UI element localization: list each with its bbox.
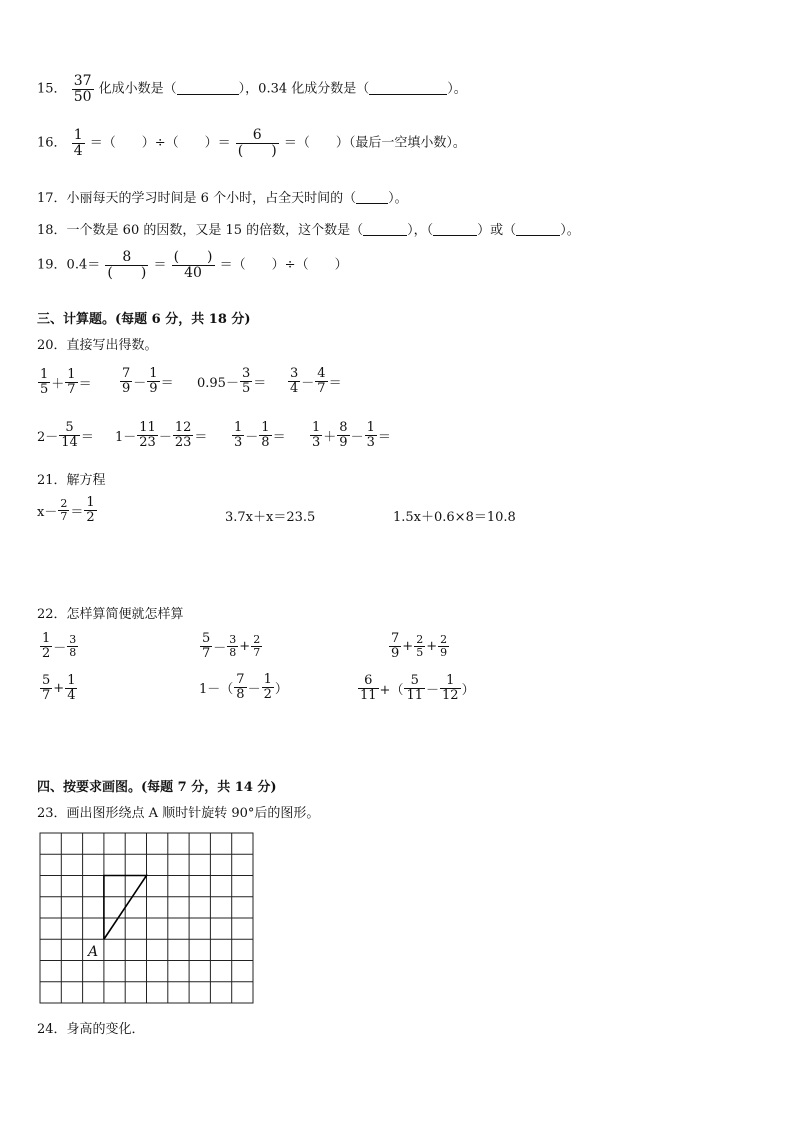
operator: － <box>247 681 261 697</box>
fraction: $\frac{6}{11}$ <box>360 673 377 703</box>
operator: + <box>239 638 251 654</box>
point-a-label: A <box>88 944 99 960</box>
expression-prefix: 2－ <box>37 429 59 445</box>
operator: + <box>402 638 414 654</box>
equals-sign: ＝ <box>70 504 84 520</box>
q20-item <box>37 368 115 396</box>
answer-blank[interactable] <box>177 82 239 95</box>
fraction: $\frac{3}{8}$ <box>69 633 77 659</box>
q16-text-1: ＝（ ）÷（ ）＝ <box>89 135 231 151</box>
q23-title: 23．画出图形绕点 A 顺时针旋转 90°后的图形。 <box>37 806 320 821</box>
fraction: $\frac{1}{4}$ <box>67 673 76 703</box>
fraction: $\frac{8}{9}$ <box>339 420 348 450</box>
operator: － <box>53 640 67 656</box>
q22-expression-c <box>388 631 450 660</box>
section-4-heading: 四、按要求画图。(每题 7 分，共 14 分) <box>37 780 277 795</box>
q21-equation-2: 3.7x＋x＝23.5 <box>225 510 316 525</box>
fraction: $\frac{2}{7}$ <box>60 497 68 523</box>
operator: － <box>350 429 364 445</box>
expression-prefix: x－ <box>37 504 58 520</box>
q20-item <box>37 421 94 449</box>
fraction: $\frac{3}{5}$ <box>241 366 251 396</box>
q20-item <box>197 367 266 395</box>
q22-expression-a <box>39 631 79 660</box>
q20-title: 20．直接写出得数。 <box>37 338 158 353</box>
section-3-heading: 三、计算题。(每题 6 分，共 18 分) <box>37 312 251 327</box>
question-15 <box>37 74 467 104</box>
fraction: $\frac{5}{14}$ <box>61 420 78 450</box>
grid-svg <box>39 832 257 1006</box>
equals-sign: ＝ <box>272 429 286 445</box>
q17-text: 17．小丽每天的学习时间是 6 个小时，占全天时间的（ <box>37 191 357 206</box>
q17-end: ）。 <box>388 191 408 206</box>
fraction: $\frac{1}{7}$ <box>67 367 76 397</box>
q20-row-2 <box>37 420 391 450</box>
question-18 <box>37 219 580 238</box>
q18-mid-2: ）或（ <box>477 223 517 238</box>
q15-text-3: ）。 <box>447 81 467 97</box>
q20-item <box>309 421 391 449</box>
grid-lines <box>40 833 253 1003</box>
operator: － <box>426 682 440 698</box>
q19-end: ＝（ ）÷（ ） <box>219 257 348 273</box>
fraction: $\frac{2}{9}$ <box>440 633 448 659</box>
grid-figure <box>39 832 257 1010</box>
equals-sign: ＝ <box>328 375 342 391</box>
q21-equation-1 <box>37 496 98 524</box>
answer-blank[interactable] <box>369 82 447 95</box>
q20-item <box>287 367 342 395</box>
question-number: 19．0.4＝ <box>37 257 101 273</box>
equals-sign: ＝ <box>194 429 208 445</box>
fraction: $\frac{4}{7}$ <box>317 366 326 396</box>
fraction: $\frac{12}{23}$ <box>174 420 192 450</box>
question-16 <box>37 128 466 158</box>
answer-blank[interactable] <box>363 223 407 236</box>
question-number: 15． <box>37 81 67 97</box>
q20-item <box>119 367 174 395</box>
operator: － <box>158 429 172 445</box>
operator: ＋ <box>323 429 337 445</box>
fraction: $\frac{1}{5}$ <box>40 367 49 397</box>
q15-text-2: ），0.34 化成分数是（ <box>238 81 370 97</box>
fraction: $\frac{1}{3}$ <box>312 420 321 450</box>
equals-sign: ＝ <box>253 375 267 391</box>
fraction: $\frac{1}{3}$ <box>234 420 243 450</box>
q20-item <box>115 421 207 449</box>
fraction-1-4: $\frac{1}{4}$ <box>73 127 83 159</box>
expression-prefix: 1－（ <box>199 681 234 697</box>
q20-item <box>231 421 286 449</box>
expression-prefix: 1－ <box>115 429 137 445</box>
fraction-blank-40: $\frac{( )}{40}$ <box>173 249 213 281</box>
q21-title: 21．解方程 <box>37 473 106 488</box>
q22-expression-d <box>39 673 78 702</box>
q20-row-1 <box>37 366 342 397</box>
fraction: $\frac{5}{7}$ <box>202 631 211 661</box>
fraction: $\frac{3}{8}$ <box>229 633 237 659</box>
q18-text: 18．一个数是 60 的因数，又是 15 的倍数，这个数是（ <box>37 223 364 238</box>
answer-blank[interactable] <box>356 191 388 204</box>
fraction: $\frac{1}{9}$ <box>149 366 158 396</box>
equals-sign: ＝ <box>160 375 174 391</box>
question-17 <box>37 187 408 206</box>
fraction: $\frac{1}{2}$ <box>263 672 272 702</box>
q22-expression-f <box>357 673 475 702</box>
operator: － <box>245 429 259 445</box>
question-number: 16． <box>37 135 67 151</box>
fraction: $\frac{5}{7}$ <box>42 673 51 703</box>
q22-expression-e <box>199 673 288 701</box>
answer-blank[interactable] <box>433 223 477 236</box>
operator: － <box>301 375 315 391</box>
expression-suffix: ） <box>274 681 288 697</box>
fraction: $\frac{11}{23}$ <box>139 420 156 450</box>
question-19 <box>37 250 348 280</box>
operator: ＋ <box>51 376 65 392</box>
fraction: $\frac{1}{2}$ <box>42 631 51 661</box>
fraction-8-blank: $\frac{8}{( )}$ <box>107 249 147 281</box>
expression-suffix: ） <box>461 682 475 698</box>
fraction: $\frac{3}{4}$ <box>290 366 299 396</box>
operator: + <box>426 638 438 654</box>
operator: － <box>133 375 147 391</box>
fraction: $\frac{1}{12}$ <box>442 673 459 703</box>
operator: +（ <box>379 682 404 698</box>
operator: － <box>213 640 227 656</box>
q21-equation-3: 1.5x＋0.6×8＝10.8 <box>393 510 516 525</box>
q24-title: 24．身高的变化． <box>37 1022 145 1037</box>
q22-expression-b <box>199 631 263 660</box>
q18-mid-1: ），（ <box>407 223 434 238</box>
equals-sign: ＝ <box>80 429 94 445</box>
fraction: $\frac{2}{5}$ <box>416 633 424 659</box>
equals-sign: ＝ <box>377 429 391 445</box>
q16-text-2: ＝（ ）（最后一空填小数）。 <box>283 135 466 151</box>
fraction: $\frac{7}{9}$ <box>122 366 131 396</box>
q15-text-1: 化成小数是（ <box>98 81 177 97</box>
q22-title: 22．怎样算简便就怎样算 <box>37 607 184 622</box>
fraction: $\frac{1}{2}$ <box>86 495 95 525</box>
answer-blank[interactable] <box>516 223 560 236</box>
fraction: $\frac{1}{3}$ <box>366 420 375 450</box>
fraction: $\frac{1}{8}$ <box>261 420 270 450</box>
operator: + <box>53 680 65 696</box>
fraction: $\frac{7}{9}$ <box>391 631 400 661</box>
fraction: $\frac{2}{7}$ <box>253 633 261 659</box>
fraction-6-blank: $\frac{6}{( )}$ <box>237 127 277 159</box>
equals-sign: ＝ <box>78 376 92 392</box>
fraction-37-50: $\frac{37}{50}$ <box>73 73 92 105</box>
equals-sign: ＝ <box>153 257 167 273</box>
fraction: $\frac{5}{11}$ <box>406 673 423 703</box>
q18-end: ）。 <box>560 223 580 238</box>
fraction: $\frac{7}{8}$ <box>236 672 245 702</box>
expression-prefix: 0.95－ <box>197 375 239 391</box>
